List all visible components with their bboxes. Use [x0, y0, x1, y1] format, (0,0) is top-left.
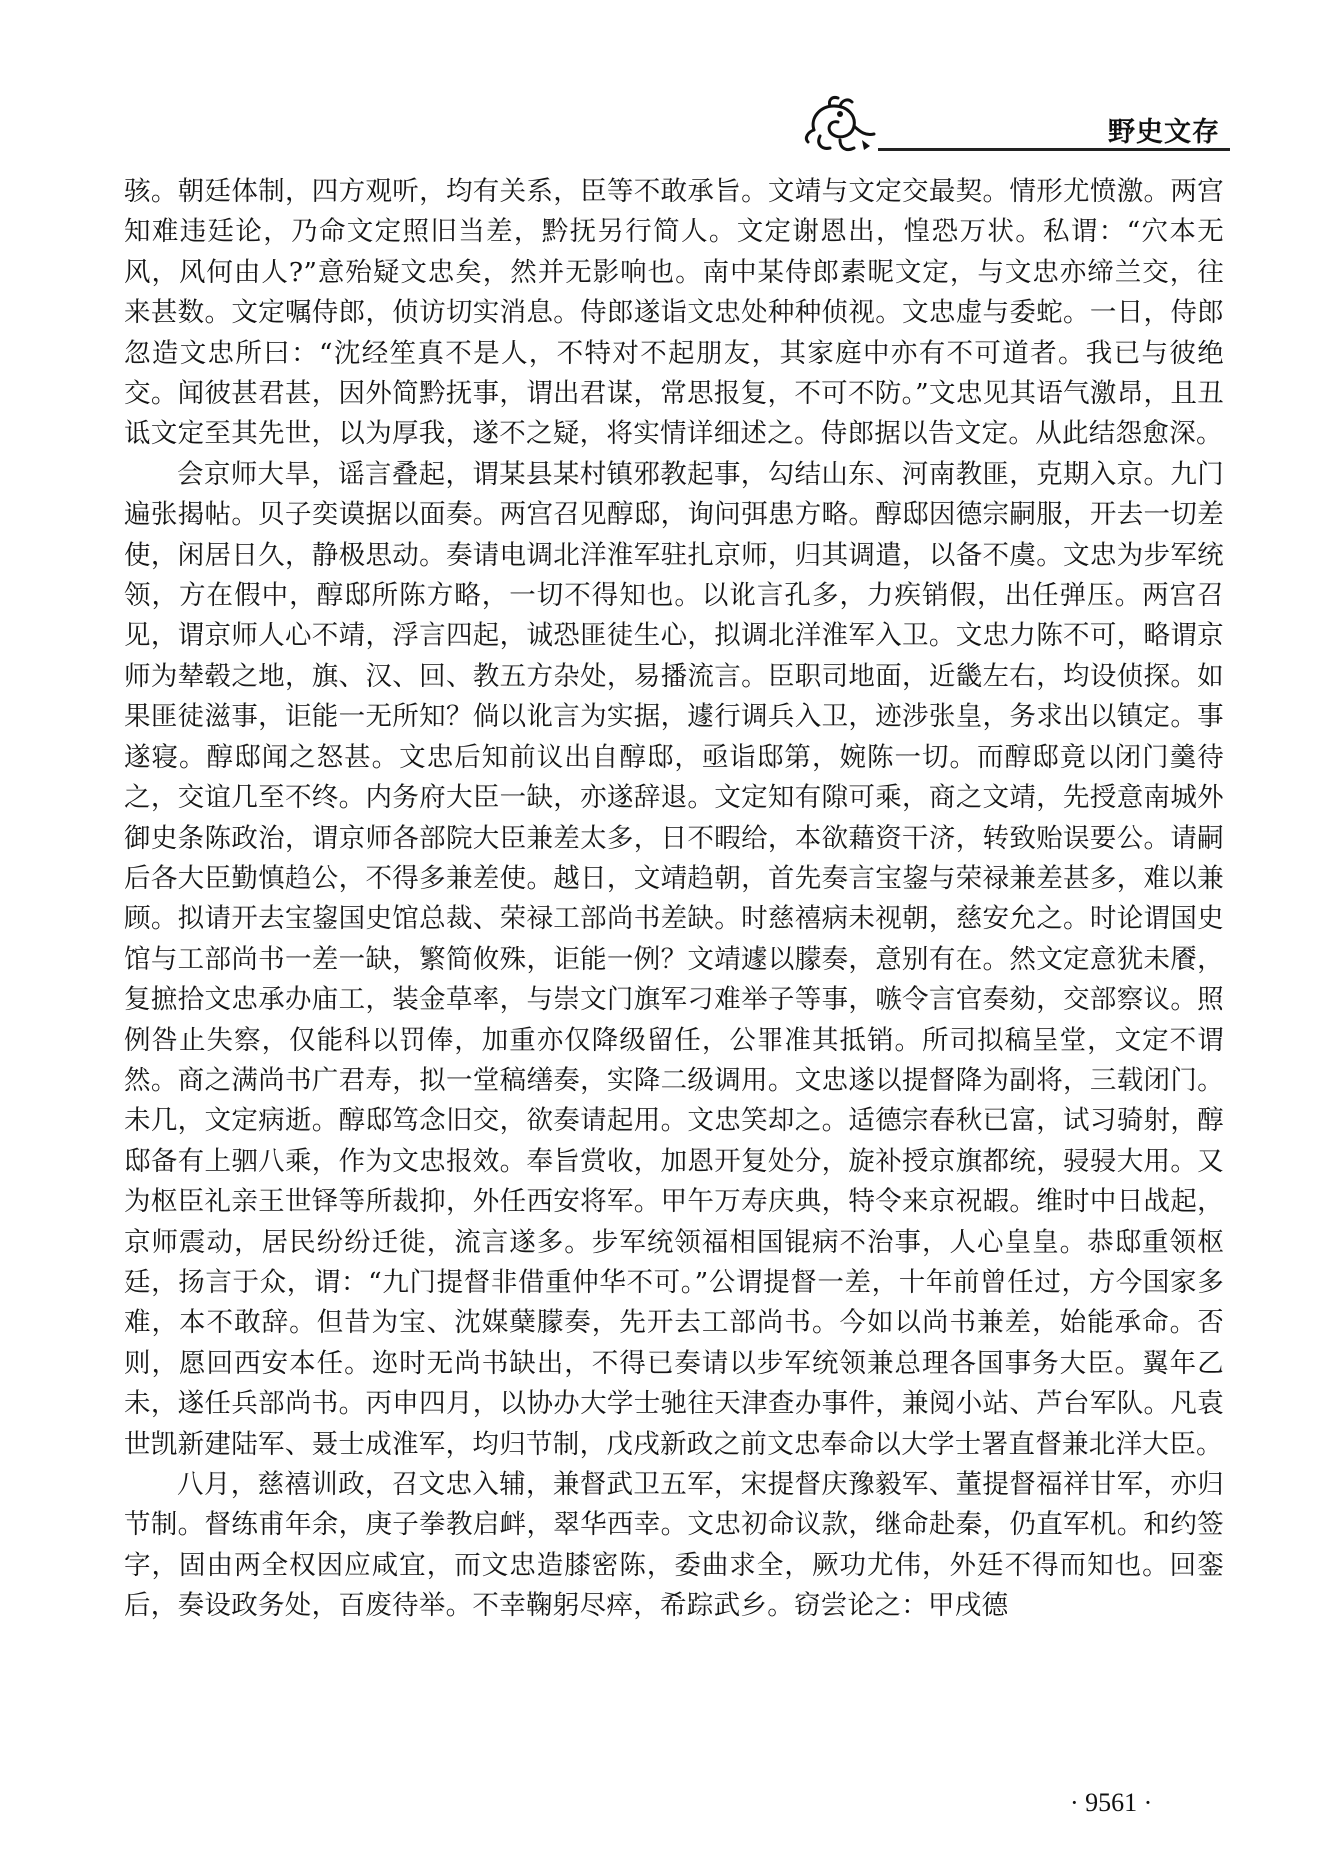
page-number: · 9561 · — [1070, 1788, 1153, 1817]
header-rule — [878, 148, 1230, 151]
paragraph: 会京师大旱，谣言叠起，谓某县某村镇邪教起事，勾结山东、河南教匪，克期入京。九门遍张揭帖。贝子奕谟据以面奏。两宫召见醇邸，询问弭患方略。醇邸因德宗嗣服，开去一切差使，闲居日久，静极思动。奏请电调北洋淮军驻扎京师，归其调遣，以备不虞。文忠为步军统领，方在假中，醇邸所陈方略，一切不得知也。以讹言孔多，力疾销假，出任弹压。两宫召见，谓京师人心不靖，浮言四起，诚恐匪徒生心，拟调北洋淮军入卫。文忠力陈不可，略谓京师为辇毂之地，旗、汉、回、教五方杂处，易播流言。臣职司地面，近畿左右，均设侦探。如果匪徒滋事，讵能一无所知？倘以讹言为实据，遽行调兵入卫，迹涉张皇，务求出以镇定。事遂寝。醇邸闻之怒甚。文忠后知前议出自醇邸，亟诣邸第，婉陈一切。而醇邸竟以闭门羹待之，交谊几至不终。内务府大臣一缺，亦遂辞退。文定知有隙可乘，商之文靖，先授意南城外御史条陈政治，谓京师各部院大臣兼差太多，日不暇给，本欲藉资干济，转致贻误要公。请嗣后各大臣勤慎趋公，不得多兼差使。越日，文靖趋朝，首先奏言宝鋆与荣禄兼差甚多，难以兼顾。拟请开去宝鋆国史馆总裁、荣禄工部尚书差缺。时慈禧病未视朝，慈安允之。时论谓国史馆与工部尚书一差一缺，繁简攸殊，讵能一例？文靖遽以朦奏，意别有在。然文定意犹未餍，复摭拾文忠承办庙工，装金草率，与崇文门旗军刁难举子等事，嗾令言官奏劾，交部察议。照例咎止失察，仅能科以罚俸，加重亦仅降级留任，公罪准其抵销。所司拟稿呈堂，文定不谓然。商之满尚书广君寿，拟一堂稿缮奏，实降二级调用。文忠遂以提督降为副将，三载闭门。未几，文定病逝。醇邸笃念旧交，欲奏请起用。文忠笑却之。适德宗春秋已富，试习骑射，醇邸备有上驷八乘，作为文忠报效。奉旨赏收，加恩开复处分，旋补授京旗都统，骎骎大用。又为枢臣礼亲王世铎等所裁抑，外任西安将军。甲午万寿庆典，特令来京祝嘏。维时中日战起，京师震动，居民纷纷迁徙，流言遂多。步军统领福相国锟病不治事，人心皇皇。恭邸重领枢廷，扬言于众，谓：“九门提督非借重仲华不可。”公谓提督一差，十年前曾任过，方今国家多难，本不敢辞。但昔为宝、沈媒蘖朦奏，先开去工部尚书。今如以尚书兼差，始能承命。否则，愿回西安本任。迩时无尚书缺出，不得已奏请以步军统领兼总理各国事务大臣。翼年乙未，遂任兵部尚书。丙申四月，以协办大学士驰往天津查办事件，兼阅小站、芦台军队。凡袁世凯新建陆军、聂士成淮军，均归节制，戊戌新政之前文忠奉命以大学士署直督兼北洋大臣。 — [124, 458, 1224, 1460]
dragon-emblem-icon — [800, 92, 886, 162]
body-text — [124, 172, 1224, 1627]
header-title: 野史文存 — [1108, 117, 1220, 148]
paragraph: 骇。朝廷体制，四方观听，均有关系，臣等不敢承旨。文靖与文定交最契。情形尤愤激。两宫知难违廷论，乃命文定照旧当差，黔抚另行简人。文定谢恩出，惶恐万状。私谓：“穴本无风，风何由人?”意殆疑文忠矣，然并无影响也。南中某侍郎素昵文定，与文忠亦缔兰交，往来甚数。文定嘱侍郎，侦访切实消息。侍郎遂诣文忠处种种侦视。文忠虚与委蛇。一日，侍郎忽造文忠所曰：“沈经笙真不是人，不特对不起朋友，其家庭中亦有不可道者。我已与彼绝交。闻彼甚君甚，因外简黔抚事，谓出君谋，常思报复，不可不防。”文忠见其语气激昂，且丑诋文定至其先世，以为厚我，遂不之疑，将实情详细述之。侍郎据以告文定。从此结怨愈深。 — [124, 176, 1224, 450]
running-header — [800, 92, 1230, 162]
paragraph: 八月，慈禧训政，召文忠入辅，兼督武卫五军，宋提督庆豫毅军、董提督福祥甘军，亦归节制。督练甫年余，庚子拳教启衅，翠华西幸。文忠初命议款，继命赴秦，仍直军机。和约签字，固由两全权因应咸宜，而文忠造膝密陈，委曲求全，厥功尤伟，外廷不得而知也。回銮后，奏设政务处，百废待举。不幸鞠躬尽瘁，希踪武乡。窃尝论之：甲戌德 — [124, 1469, 1224, 1622]
